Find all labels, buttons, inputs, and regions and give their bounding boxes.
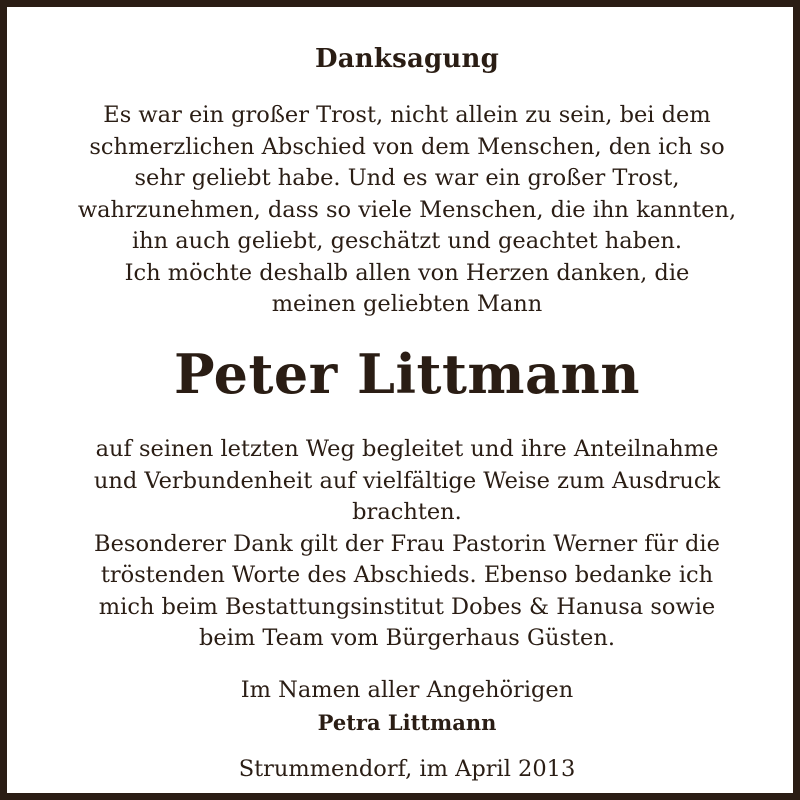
notice-heading: Danksagung bbox=[315, 44, 499, 74]
text-line: wahrzunehmen, dass so viele Menschen, die ihn kannten, bbox=[77, 196, 737, 223]
signer-name: Petra Littmann bbox=[317, 709, 497, 735]
text-line: Es war ein großer Trost, nicht allein zu sein, bei dem bbox=[103, 102, 711, 128]
text-line: meinen geliebten Mann bbox=[271, 291, 543, 317]
text-line: und Verbundenheit auf vielfältige Weise zum Ausdruck bbox=[93, 467, 721, 494]
signature-block bbox=[14, 675, 800, 738]
place-date: Strummendorf, im April 2013 bbox=[238, 756, 576, 782]
text-line: beim Team vom Bürgerhaus Güsten. bbox=[199, 625, 615, 651]
text-line: sehr geliebt habe. Und es war ein großer Trost, bbox=[134, 165, 680, 191]
intro-paragraph bbox=[14, 100, 800, 321]
text-line: tröstenden Worte des Abschieds. Ebenso bedanke ich bbox=[100, 562, 714, 588]
text-line: Ich möchte deshalb allen von Herzen danken, die bbox=[124, 259, 690, 286]
thanks-paragraph bbox=[14, 434, 800, 655]
deceased-name: Peter Littmann bbox=[173, 342, 641, 406]
text-line: mich beim Bestattungsinstitut Dobes & Hanusa sowie bbox=[98, 593, 716, 620]
text-line: ihn auch geliebt, geschätzt und geachtet haben. bbox=[131, 228, 683, 254]
text-line: schmerzlichen Abschied von dem Menschen, den ich so bbox=[89, 133, 725, 160]
signature-intro: Im Namen aller Angehörigen bbox=[240, 677, 574, 703]
text-line: auf seinen letzten Weg begleitet und ihre Anteilnahme bbox=[95, 436, 719, 462]
text-line: Besonderer Dank gilt der Frau Pastorin Werner für die bbox=[94, 530, 720, 557]
text-line: brachten. bbox=[352, 499, 462, 525]
obituary-notice bbox=[14, 14, 800, 800]
